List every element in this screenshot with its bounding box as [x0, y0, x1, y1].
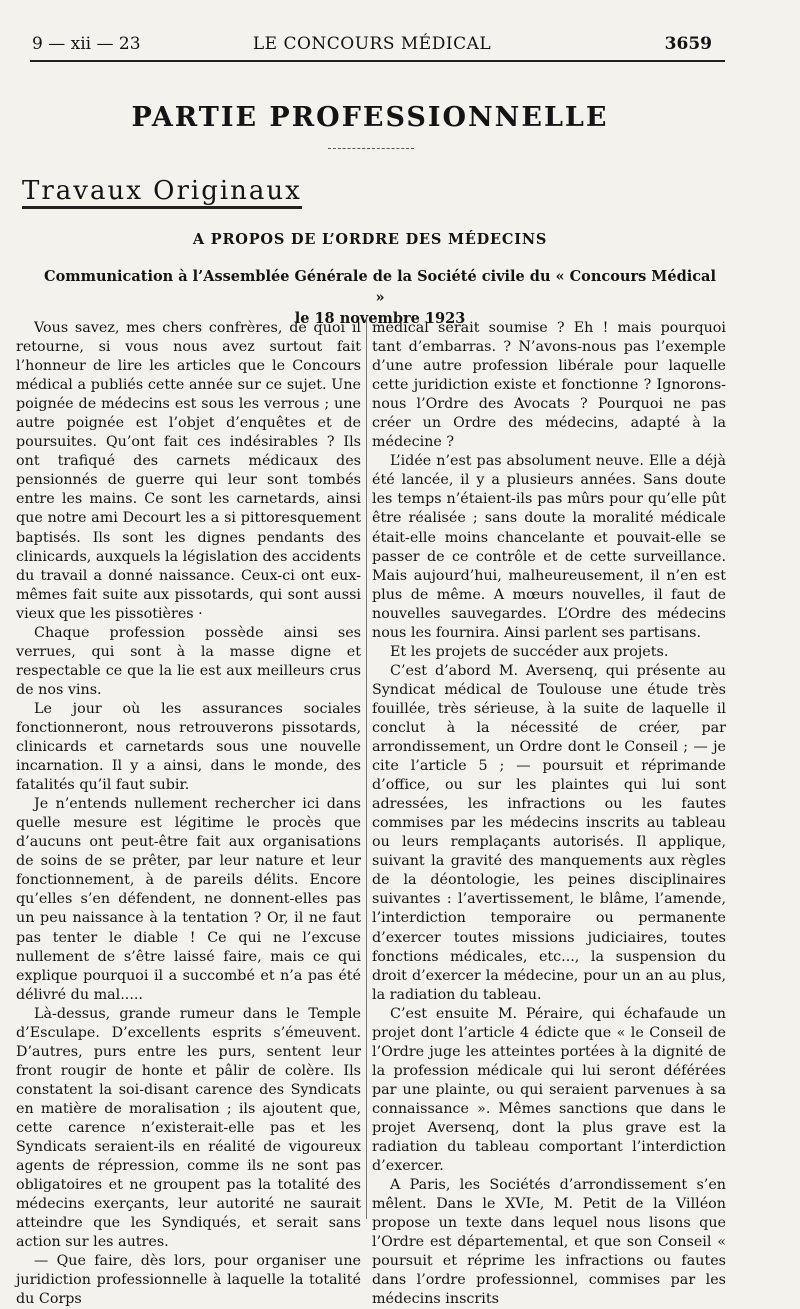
subheading-line-2: le 18 novembre 1923 [294, 310, 466, 327]
header-date: 9 — xii — 23 [32, 34, 141, 54]
paragraph: — Que faire, dès lors, pour organiser une juridiction professionnelle à laquelle la totalité du Corps [16, 1253, 361, 1308]
header-page-number: 3659 [664, 34, 712, 54]
title-ornament [328, 148, 414, 149]
paragraph: C’est d’abord M. Aversenq, qui présente au Syndicat médical de Toulouse une étude très fouillée, très sérieuse, à la suite de laquelle il conclut à la nécessité de créer, par arrondissement, un Ordre dont le Conseil ; — je cite l’article 5 ; — poursuit et réprimande d’office, ou sur les plaintes qui lui sont adressées, les infractions ou les fautes commises par les médecins inscrits au tableau ou leurs remplaçants autorisés. Il applique, suivant la gravité des manquements aux règles de la déontologie, les peines disciplinaires suivantes : l’avertissement, le blâme, l’amende, l’interdiction temporaire ou permanente d’exercer toutes missions judiciaires, toutes fonctions médicales, etc..., la suspension du droit d’exercer la médecine, pour un an au plus, la radiation du tableau. [372, 662, 726, 1003]
paragraph: Le jour où les assurances sociales fonctionneront, nous retrouverons pissotards, clinicards et carnetards sous une nouvelle incarnation. Il y a ainsi, dans le monde, des fatalités qu’il faut subir. [16, 700, 361, 794]
right-column [372, 319, 726, 1309]
paragraph: Là-dessus, grande rumeur dans le Temple d’Esculape. D’excellents esprits s’émeuvent. D’autres, purs entre les purs, sentent leur front rougir de honte et pâlir de colère. Ils constatent la soi-disant carence des Syndicats en matière de moralisation ; ils ajoutent que, cette carence n’existerait-elle pas et les Syndicats seraient-ils en réalité de vigoureux agents de répression, comme ils ne sont pas obligatoires et ne groupent pas la totalité des médecins exerçants, leur autorité ne saurait atteindre que les Syndiqués, et serait sans action sur les autres. [16, 1005, 361, 1251]
section-heading: Travaux Originaux [22, 176, 302, 209]
paragraph: A Paris, les Sociétés d’arrondissement s’en mêlent. Dans le XVIe, M. Petit de la Villéon propose un texte dans lequel nous lisons que l’Ordre est départemental, et que son Conseil « poursuit et réprime les infractions ou fautes dans l’ordre professionnel, commises par les médecins inscrits [372, 1177, 726, 1308]
column-divider [366, 319, 367, 1219]
paragraph: C’est ensuite M. Péraire, qui échafaude un projet dont l’article 4 édicte que « le Conseil de l’Ordre juge les atteintes portées à la dignité de la profession médicale qui lui seront déférées par une plainte, ou qui seraient parvenues à sa connaissance ». Mêmes sanctions que dans le projet Aversenq, dont la plus grave est la radiation du tableau comportant l’interdiction d’exercer. [372, 1005, 726, 1175]
header-rule [30, 60, 725, 62]
header-journal: LE CONCOURS MÉDICAL [252, 34, 492, 54]
paragraph: Chaque profession possède ainsi ses verrues, qui sont à la masse digne et respectable ce que la lie est aux meilleurs crus de nos vins. [16, 624, 361, 698]
paragraph: Je n’entends nullement rechercher ici dans quelle mesure est légitime le procès que d’aucuns ont peut-être fait aux organisations de soins de se prêter, par leur nature et leur fonctionnement, à de pareils délits. Encore qu’elles s’en défendent, ne donnent-elles pas un peu naissance à la tentation ? Or, il ne faut pas tenter le diable ! Ce qui ne l’excuse nullement de s’être laissé faire, mais ce qui explique pourquoi il a succombé et n’a pas été délivré du mal..... [16, 796, 361, 1003]
page-title: PARTIE PROFESSIONNELLE [131, 102, 609, 133]
article-title: A PROPOS DE L’ORDRE DES MÉDECINS [192, 231, 548, 248]
paragraph: Et les projets de succéder aux projets. [390, 643, 669, 660]
paragraph: Vous savez, mes chers confrères, de quoi il retourne, si vous nous avez surtout fait l’honneur de lire les articles que le Concours médical a publiés cette année sur ce sujet. Une poignée de médecins est sous les verrous ; une autre poignée est l’objet d’enquêtes et de poursuites. Qu’ont fait ces indésirables ? Ils ont trafiqué des carnets médicaux des pensionnés de guerre qui leur sont tombés entre les mains. Ce sont les carnetards, ainsi que notre ami Decourt les a si pittoresquement baptisés. Ils sont les dignes pendants des clinicards, auxquels la législation des accidents du travail a donné naissance. Ceux-ci ont eux-mêmes fait suite aux pissotards, qui sont aussi vieux que les pissotières · [16, 320, 361, 622]
paragraph: L’idée n’est pas absolument neuve. Elle a déjà été lancée, il y a plusieurs années. Sans doute les temps n’étaient-ils pas mûrs pour qu’elle pût être réalisée ; sans doute la moralité médicale était-elle moins chancelante et pouvait-elle se passer de ce contrôle et de cette surveillance. Mais aujourd’hui, malheureusement, il n’en est plus de même. A mœurs nouvelles, il faut de nouvelles sauvegardes. L’Ordre des médecins nous les fournira. Ainsi parlent ses partisans. [372, 453, 726, 641]
subheading-line-1: Communication à l’Assemblée Générale de la Société civile du « Concours Médical » [44, 268, 716, 306]
paragraph: médical serait soumise ? Eh ! mais pourquoi tant d’embarras. ? N’avons-nous pas l’exemple d’une autre profession libérale pour laquelle cette juridiction existe et fonctionne ? Ignorons-nous l’Ordre des Avocats ? Pourquoi ne pas créer un Ordre des médecins, adapté à la médecine ? [372, 320, 726, 451]
running-header [32, 34, 712, 56]
left-column [16, 319, 361, 1309]
